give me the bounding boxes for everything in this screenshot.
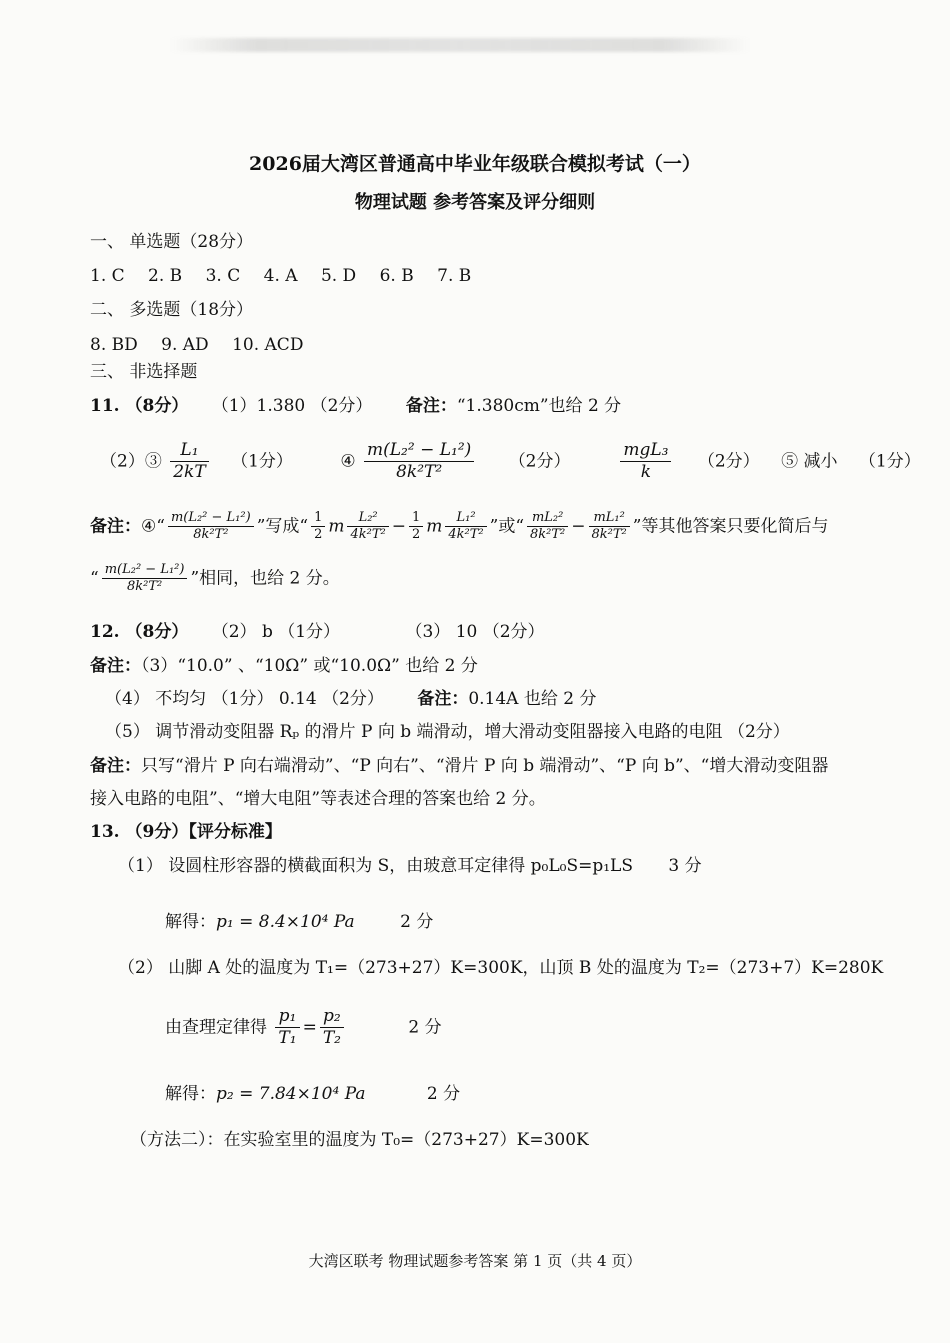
q11-note1: “1.380cm”也给 2 分 <box>456 396 622 416</box>
page-footer: 大湾区联考 物理试题参考答案 第 1 页（共 4 页） <box>308 1252 642 1270</box>
frac-numerator: p₂ <box>320 1006 344 1028</box>
frac-denominator: 8k²T² <box>591 527 627 543</box>
frac-denominator: 8k²T² <box>126 579 163 595</box>
law-frac-left <box>275 1006 299 1050</box>
frac-numerator: 1 <box>409 510 423 527</box>
frac-denominator: T₁ <box>278 1028 297 1049</box>
q11-part3-score: （1分） <box>231 451 293 472</box>
q13-part1-score: 3 分 <box>668 856 702 876</box>
note-text: “ <box>90 568 99 589</box>
law-frac-right <box>320 1006 344 1050</box>
note-frac-l2 <box>347 510 388 544</box>
solution-value: p₁ = 8.4×10⁴ Pa <box>216 912 355 932</box>
page-subtitle: 物理试题 参考答案及评分细则 <box>354 192 596 213</box>
frac-denominator: k <box>640 462 652 483</box>
frac-numerator: m(L₂² − L₁²) <box>364 440 474 462</box>
frac-numerator: L₂² <box>347 510 388 527</box>
note-text: 只写“滑片 P 向右端滑动”、“P 向右”、“滑片 P 向 b 端滑动”、“P 向 b”、“增大滑动变阻器 <box>141 756 829 776</box>
frac-denominator: 2 <box>411 527 421 543</box>
note-text: ”写成“ <box>256 516 309 537</box>
frac-denominator: 4k²T² <box>350 527 386 543</box>
solution-label: 解得： <box>165 1084 216 1104</box>
frac-numerator: L₁ <box>170 440 208 462</box>
answer-9: 9. AD <box>161 335 209 355</box>
equals-sign: = <box>302 1017 317 1038</box>
answer-4: 4. A <box>263 266 298 286</box>
note-operator: − <box>571 516 586 537</box>
q12-part2: （2） b （1分） <box>211 622 341 642</box>
q11-part5-score: （2分） <box>697 451 760 472</box>
section3-heading: 三、 非选择题 <box>90 362 198 382</box>
note-label: 备注： <box>90 516 141 537</box>
q11-line2 <box>100 440 921 484</box>
q13-solution2 <box>165 1084 460 1104</box>
note-frac-ml1 <box>589 510 630 544</box>
note-text: ”等其他答案只要化简后与 <box>632 516 829 537</box>
answer-8: 8. BD <box>90 335 138 355</box>
note-text: ④“ <box>141 516 165 537</box>
q12-note3 <box>90 756 828 776</box>
section1-heading: 一、 单选题（28分） <box>90 232 254 252</box>
q11-part4-score: （2分） <box>508 451 571 472</box>
section2-heading: 二、 多选题（18分） <box>90 300 254 320</box>
note-frac-original2 <box>102 562 188 596</box>
q12-part3: （3） 10 （2分） <box>405 622 545 642</box>
answer-2: 2. B <box>148 266 183 286</box>
q11-part6: ⑤ 减小 <box>781 451 838 472</box>
answer-3: 3. C <box>205 266 241 286</box>
frac-denominator: 2kT <box>173 462 206 483</box>
note-text: （3）“10.0” 、“10Ω” 或“10.0Ω” 也给 2 分 <box>141 656 478 676</box>
note-label: 备注： <box>417 689 469 709</box>
q13-part1 <box>118 856 702 876</box>
note-text: ”或“ <box>489 516 525 537</box>
scan-artifact <box>170 38 750 52</box>
q11-part3-prefix: （2）③ <box>100 451 162 472</box>
frac-denominator: T₂ <box>322 1028 341 1049</box>
q13-solution1 <box>165 912 433 932</box>
q11-frac-3 <box>170 440 208 484</box>
q13-part1-text: （1） 设圆柱形容器的横截面积为 S，由玻意耳定律得 p₀L₀S=p₁LS <box>118 856 633 876</box>
q11-frac-4 <box>364 440 474 484</box>
frac-denominator: 8k²T² <box>193 527 229 543</box>
law-label: 由查理定律得 <box>165 1017 267 1038</box>
note-frac-half2 <box>409 510 423 544</box>
solution-score: 2 分 <box>400 912 434 932</box>
q12-note3-line2: 接入电路的电阻”、“增大电阻”等表述合理的答案也给 2 分。 <box>90 789 546 809</box>
frac-denominator: 2 <box>314 527 323 543</box>
frac-denominator: 4k²T² <box>448 527 484 543</box>
page-title: 2026届大湾区普通高中毕业年级联合模拟考试（一） <box>249 153 701 175</box>
frac-numerator: mL₁² <box>589 510 630 527</box>
q12-part4: （4） 不均匀 （1分） 0.14 （2分） <box>105 689 384 709</box>
frac-numerator: L₁² <box>445 510 486 527</box>
frac-numerator: m(L₂² − L₁²) <box>102 562 188 579</box>
solution-score: 2 分 <box>426 1084 461 1104</box>
note-frac-l1 <box>445 510 486 544</box>
q13-charles-law <box>165 1006 442 1050</box>
q13-part2: （2） 山脚 A 处的温度为 T₁=（273+27）K=300K，山顶 B 处的温度为 T₂=（273+7）K=280K <box>118 958 884 978</box>
answer-1: 1. C <box>90 266 125 286</box>
q11-part1: （1）1.380 （2分） <box>211 396 373 416</box>
frac-denominator: 8k²T² <box>530 527 566 543</box>
q11-frac-5 <box>620 440 671 484</box>
frac-numerator: m(L₂² − L₁²) <box>168 510 254 527</box>
frac-denominator: 8k²T² <box>396 462 443 483</box>
note-frac-original <box>168 510 254 544</box>
frac-numerator: mgL₃ <box>620 440 671 462</box>
q11-part4-prefix: ④ <box>340 451 356 472</box>
law-score: 2 分 <box>408 1017 442 1038</box>
q11-line1 <box>90 396 621 416</box>
q11-note3 <box>90 562 340 596</box>
solution-value: p₂ = 7.84×10⁴ Pa <box>216 1084 366 1104</box>
frac-numerator: mL₂² <box>527 510 568 527</box>
note-label: 备注： <box>90 656 141 676</box>
q12-line4 <box>105 689 596 709</box>
solution-label: 解得： <box>165 912 216 932</box>
answer-7: 7. B <box>437 266 472 286</box>
q12-line1 <box>90 622 545 642</box>
section1-answers <box>90 266 471 286</box>
note-text: 0.14A 也给 2 分 <box>468 689 597 709</box>
q11-label: 11. （8分） <box>90 396 189 416</box>
q13-label: 13. （9分）【评分标准】 <box>90 822 282 842</box>
note-operator: − <box>391 516 406 537</box>
q11-note2 <box>90 510 828 544</box>
q11-part6-score: （1分） <box>858 451 921 472</box>
note-frac-half <box>311 510 325 544</box>
answer-6: 6. B <box>379 266 414 286</box>
section2-answers <box>90 335 303 355</box>
frac-numerator: p₁ <box>275 1006 299 1028</box>
note-frac-ml2 <box>527 510 568 544</box>
note-label: 备注： <box>90 756 141 776</box>
frac-numerator: 1 <box>311 510 325 527</box>
note-symbol: m <box>328 516 345 537</box>
answer-5: 5. D <box>320 266 357 286</box>
q13-method2: （方法二）：在实验室里的温度为 T₀=（273+27）K=300K <box>130 1130 589 1150</box>
q11-note1-label: 备注： <box>405 396 457 416</box>
q12-note1 <box>90 656 478 676</box>
answer-10: 10. ACD <box>232 335 304 355</box>
note-symbol: m <box>426 516 443 537</box>
note-text: ”相同，也给 2 分。 <box>190 568 340 589</box>
q12-part5: （5） 调节滑动变阻器 Rₚ 的滑片 P 向 b 端滑动，增大滑动变阻器接入电路的电阻 （2分） <box>105 722 790 742</box>
q12-label: 12. （8分） <box>90 622 189 642</box>
